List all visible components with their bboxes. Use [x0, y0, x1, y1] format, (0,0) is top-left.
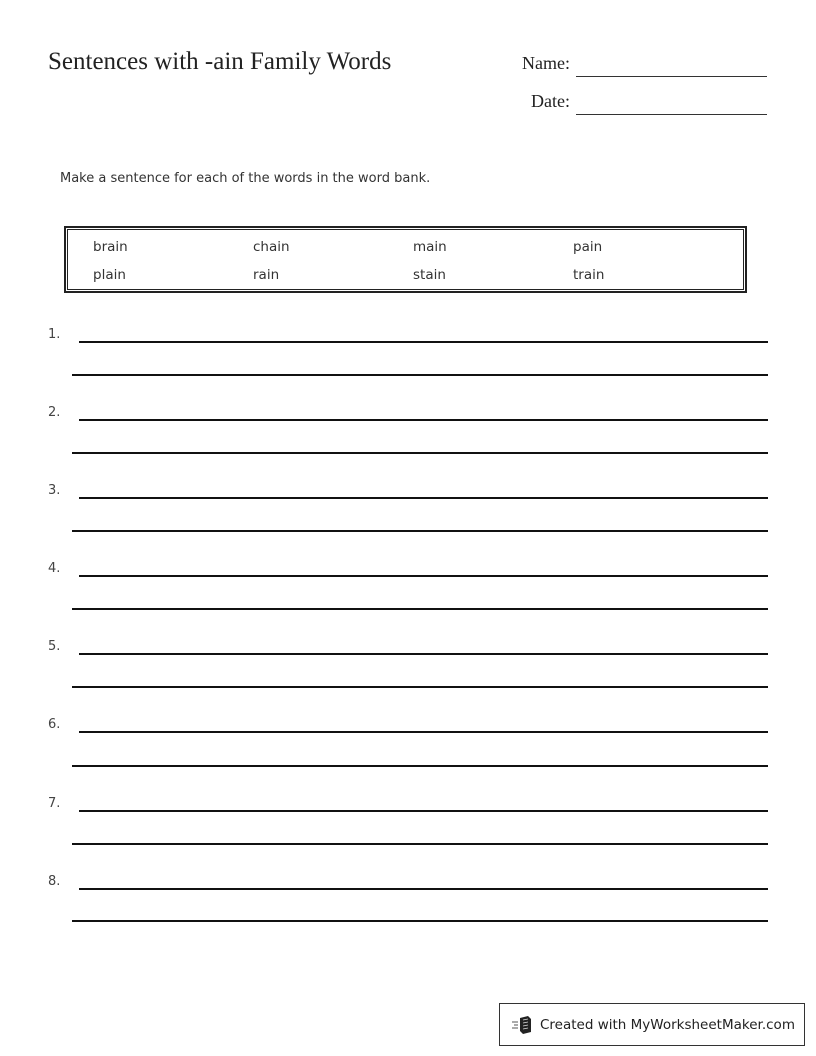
- page-title: Sentences with -ain Family Words: [48, 48, 392, 75]
- answer-line[interactable]: [72, 374, 768, 376]
- footer-badge[interactable]: [499, 1003, 805, 1046]
- word-bank-word: plain: [93, 267, 126, 283]
- answer-line[interactable]: [79, 731, 768, 733]
- item-number: 7.: [48, 796, 61, 811]
- word-bank-word: train: [573, 267, 605, 283]
- answer-line[interactable]: [79, 810, 768, 812]
- word-bank-inner-border: [67, 229, 744, 290]
- answer-line[interactable]: [79, 653, 768, 655]
- answer-line[interactable]: [72, 843, 768, 845]
- word-bank-word: stain: [413, 267, 446, 283]
- date-field[interactable]: [576, 114, 767, 115]
- item-number: 1.: [48, 327, 61, 342]
- answer-line[interactable]: [72, 920, 768, 922]
- item-number: 4.: [48, 561, 61, 576]
- footer-text: Created with MyWorksheetMaker.com: [540, 1016, 795, 1033]
- item-number: 5.: [48, 639, 61, 654]
- answer-line[interactable]: [79, 575, 768, 577]
- date-label: Date:: [531, 91, 570, 111]
- instructions: Make a sentence for each of the words in the word bank.: [60, 171, 431, 186]
- word-bank-word: brain: [93, 239, 128, 255]
- answer-line[interactable]: [72, 765, 768, 767]
- worksheet-logo-icon: [512, 1015, 534, 1035]
- answer-line[interactable]: [72, 686, 768, 688]
- word-bank-word: rain: [253, 267, 280, 283]
- answer-line[interactable]: [72, 608, 768, 610]
- word-bank-word: pain: [573, 239, 603, 255]
- item-number: 2.: [48, 405, 61, 420]
- name-field[interactable]: [576, 76, 767, 77]
- answer-line[interactable]: [79, 888, 768, 890]
- answer-line[interactable]: [72, 530, 768, 532]
- word-bank-word: chain: [253, 239, 290, 255]
- word-bank-word: main: [413, 239, 447, 255]
- item-number: 6.: [48, 717, 61, 732]
- answer-line[interactable]: [72, 452, 768, 454]
- answer-line[interactable]: [79, 419, 768, 421]
- name-label: Name:: [522, 53, 570, 73]
- item-number: 8.: [48, 874, 61, 889]
- item-number: 3.: [48, 483, 61, 498]
- answer-line[interactable]: [79, 341, 768, 343]
- answer-line[interactable]: [79, 497, 768, 499]
